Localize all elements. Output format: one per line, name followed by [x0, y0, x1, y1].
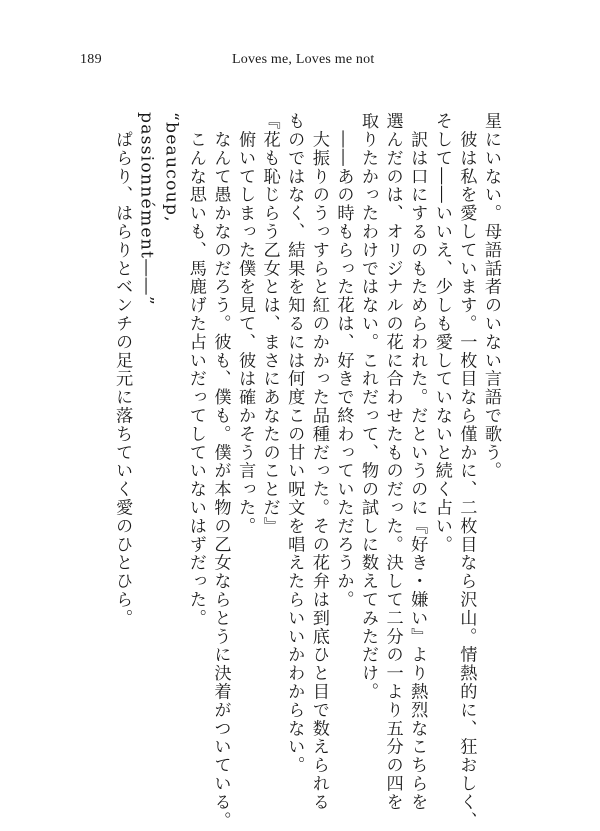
- running-title: Loves me, Loves me not: [232, 52, 375, 67]
- text-line: 俯いてしまった僕を見て、彼は確かそう言った。: [235, 112, 256, 536]
- text-line: 大振りのうっすらと紅のかかった品種だった。その花弁は到底ひと目で数えられる: [308, 112, 329, 812]
- text-line: 星にいない。母語話者のいない言語で歌う。: [481, 112, 501, 480]
- text-line: 取りたかったわけではない。これだって、物の試しに数えてみただけ。: [358, 112, 379, 701]
- vertical-body-text: [110, 112, 504, 830]
- text-line: “beaucoup,: [161, 112, 182, 223]
- text-line: ぱらり、はらりとベンチの足元に落ちていく愛のひとひら。: [112, 112, 133, 628]
- text-line: 訳は口にするのもためらわれた。だというのに『好き・嫌い』より熱烈なこちらを: [407, 112, 428, 812]
- text-line: 『花も恥じらう乙女とは、まさにあなたのことだ』: [259, 112, 280, 536]
- text-line: 彼は私を愛しています。一枚目なら僅かに、二枚目なら沢山。情熱的に、狂おしく、: [456, 112, 477, 830]
- text-line: ものではなく、結果を知るには何度この甘い呪文を唱えたらいいかわからない。: [284, 112, 305, 775]
- text-line: passionnément――”: [136, 112, 157, 306]
- text-line: こんな思いも、馬鹿げた占いだってしていないはずだった。: [185, 112, 206, 628]
- text-line: 選んだのは、オリジナルの花に合わせたものだった。決して二分の一より五分の四を: [382, 112, 403, 812]
- text-line: そして――いいえ、少しも愛していないと続く占い。: [431, 112, 452, 554]
- page-number: 189: [80, 52, 102, 67]
- text-line: ――あの時もらった花は、好きで終わっていただろうか。: [333, 112, 354, 609]
- text-line: なんて愚かなのだろう。彼も、僕も。僕が本物の乙女ならとうに決着がついている。: [210, 112, 231, 830]
